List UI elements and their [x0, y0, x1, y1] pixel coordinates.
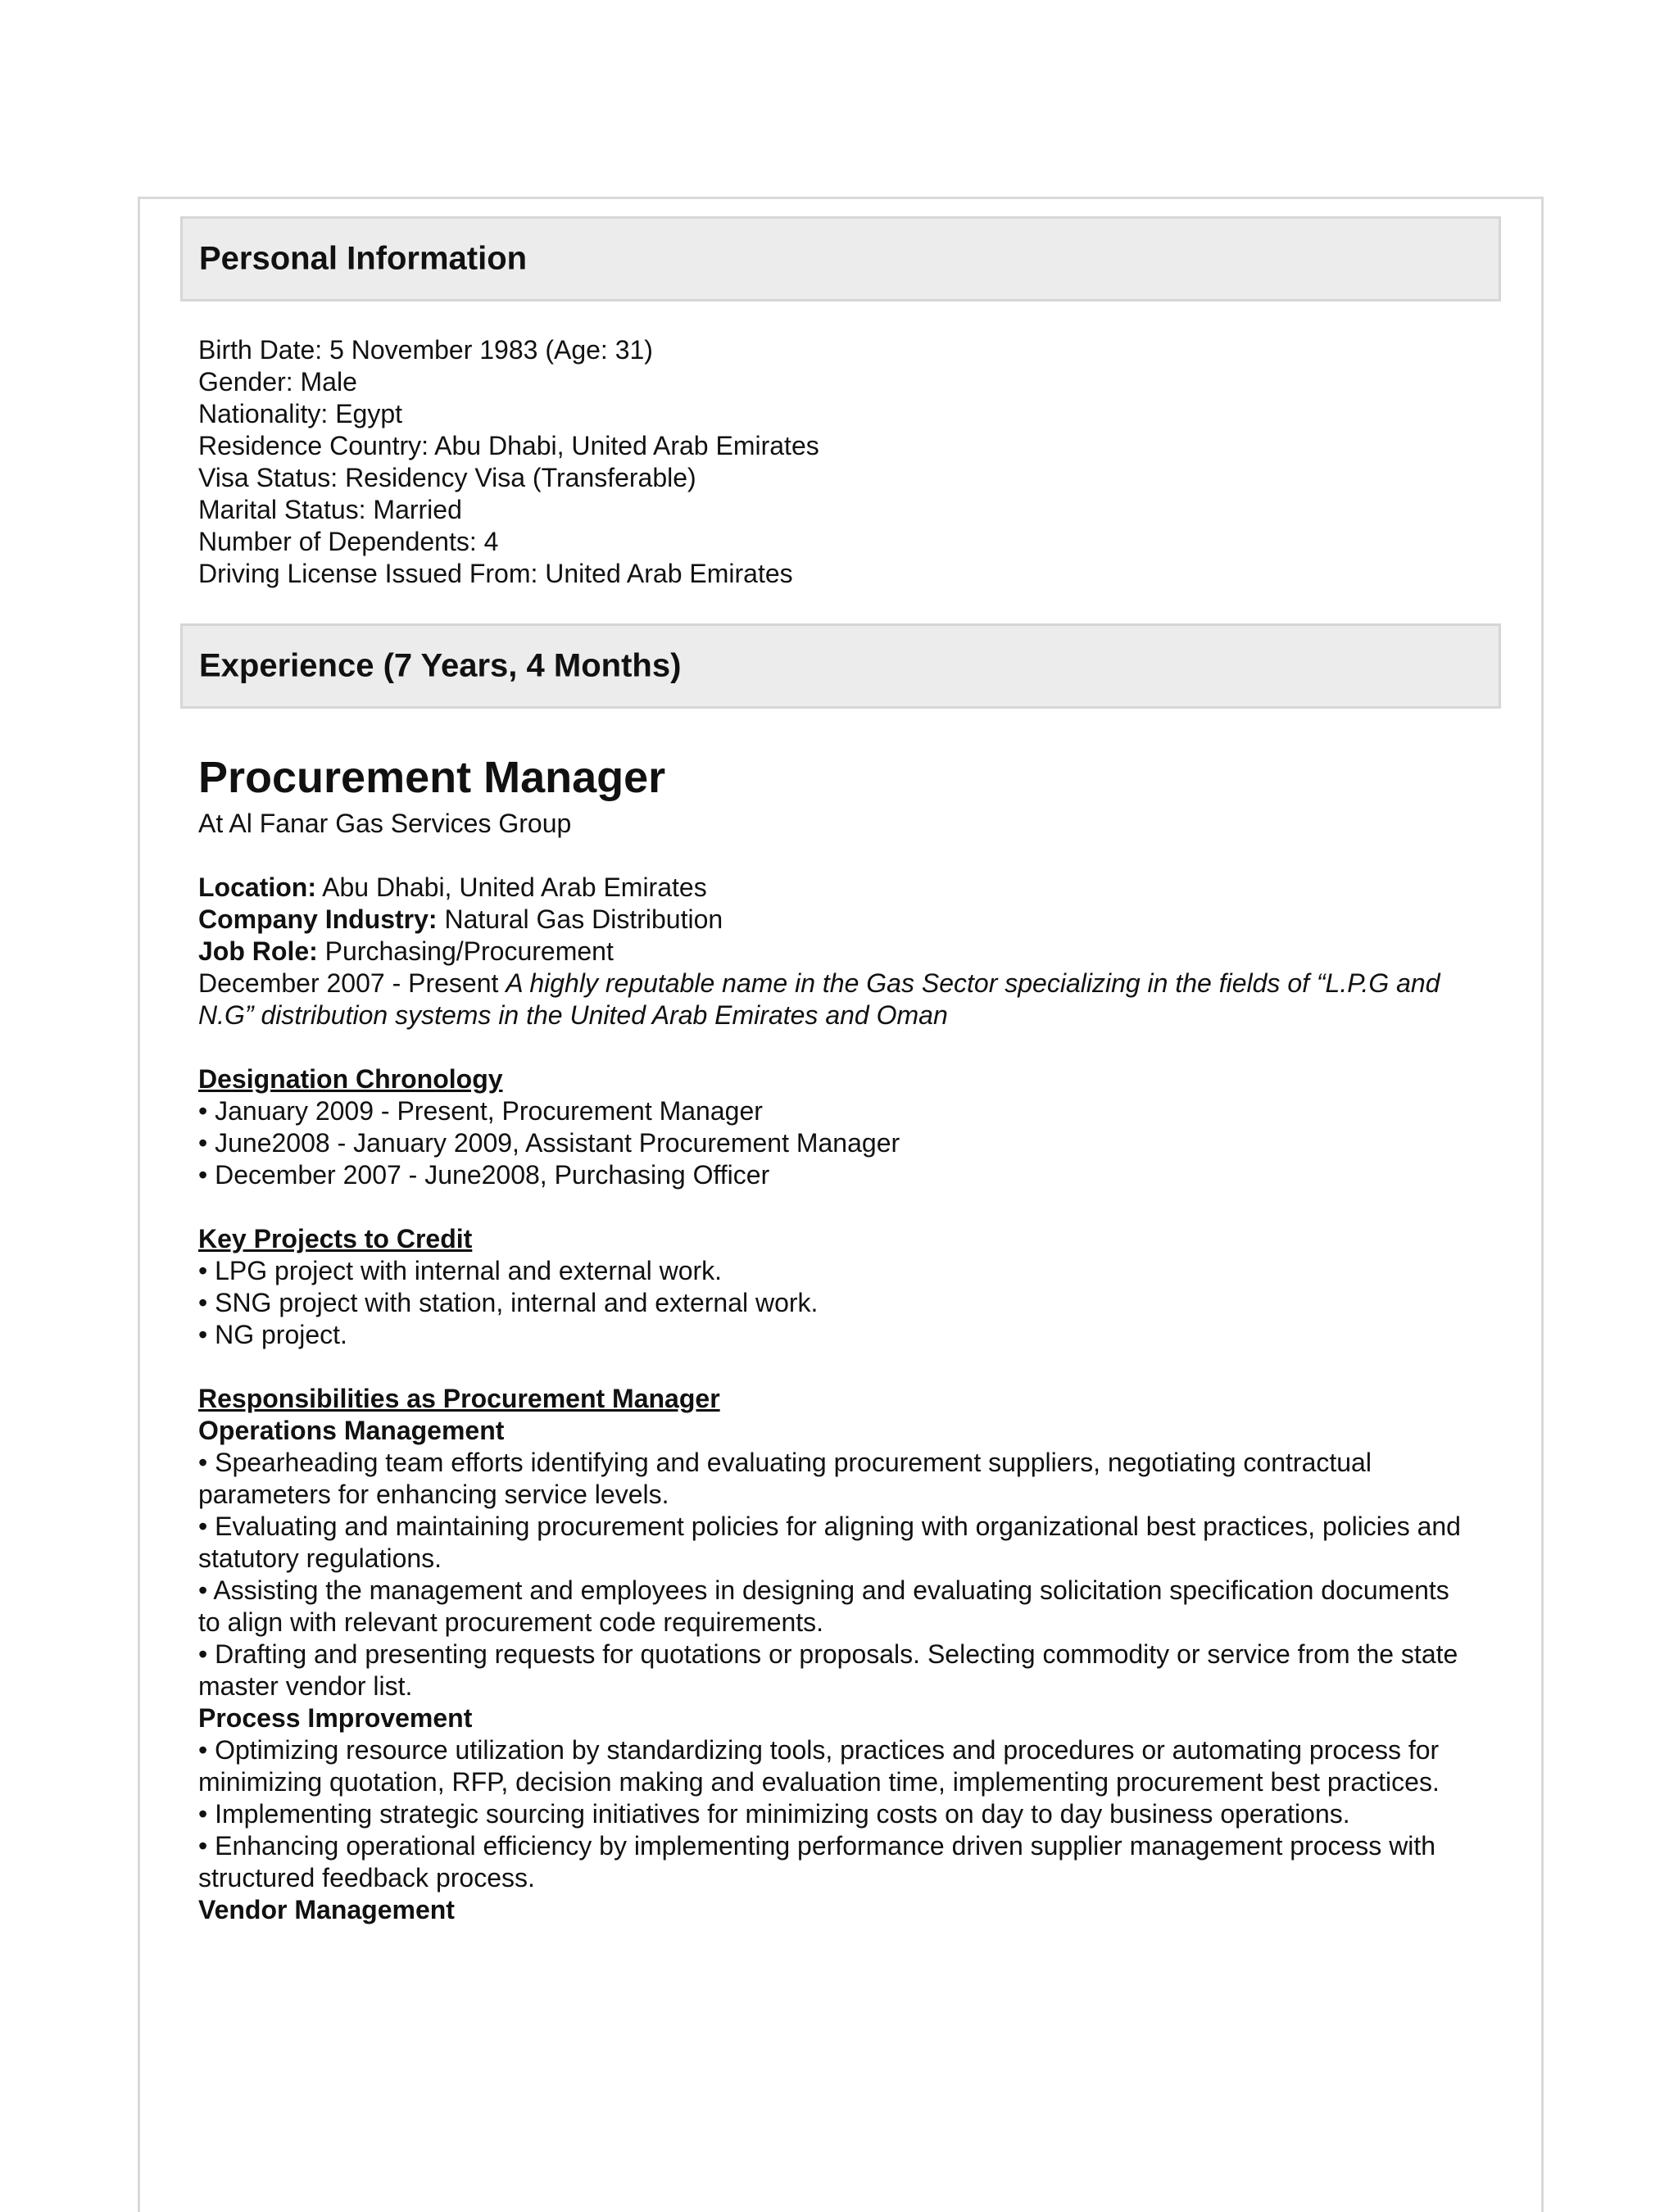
process-improvement-heading: Process Improvement: [198, 1703, 473, 1733]
visa-status: Visa Status: Residency Visa (Transferable): [198, 463, 696, 492]
chronology-item: • December 2007 - June2008, Purchasing Officer: [198, 1160, 770, 1190]
job-role-label: Job Role:: [198, 936, 318, 966]
experience-header: [180, 623, 1501, 709]
spacer: [198, 1031, 1476, 1063]
job-role-value: Purchasing/Procurement: [317, 936, 614, 966]
chronology-item: • January 2009 - Present, Procurement Manager: [198, 1096, 763, 1126]
company-description: A highly reputable name in the Gas Sector specializing in the fields of “L.P.G and N.G” distribution systems in the United Arab Emirates and Oman: [198, 968, 1440, 1030]
driving-license: Driving License Issued From: United Arab Emirates: [198, 559, 793, 588]
company-industry-value: Natural Gas Distribution: [437, 904, 723, 934]
job-title: Procurement Manager: [198, 753, 666, 802]
designation-chronology-heading: Designation Chronology: [198, 1064, 503, 1094]
birth-date: Birth Date: 5 November 1983 (Age: 31): [198, 335, 653, 365]
company-industry-label: Company Industry:: [198, 904, 438, 934]
responsibilities-heading: Responsibilities as Procurement Manager: [198, 1384, 720, 1413]
personal-information-title: Personal Information: [199, 240, 528, 277]
process-item: • Enhancing operational efficiency by implementing performance driven supplier management process with structured feedback process.: [198, 1831, 1436, 1892]
spacer: [198, 1351, 1476, 1383]
operations-item: • Drafting and presenting requests for quotations or proposals. Selecting commodity or service from the state master vendor list.: [198, 1639, 1458, 1701]
project-item: • LPG project with internal and external work.: [198, 1256, 723, 1285]
personal-details: [198, 334, 1476, 590]
company-name: At Al Fanar Gas Services Group: [198, 809, 572, 838]
operations-item: • Evaluating and maintaining procurement policies for aligning with organizational best practices, policies and statutory regulations.: [198, 1512, 1461, 1573]
number-of-dependents: Number of Dependents: 4: [198, 527, 499, 556]
company-industry: [198, 904, 1476, 936]
experience-title: Experience (7 Years, 4 Months): [199, 647, 682, 684]
process-item: • Implementing strategic sourcing initiatives for minimizing costs on day to day business operations.: [198, 1799, 1350, 1829]
nationality: Nationality: Egypt: [198, 399, 403, 428]
residence-country: Residence Country: Abu Dhabi, United Arab Emirates: [198, 431, 819, 460]
spacer: [198, 1191, 1476, 1223]
experience-details: [198, 808, 1476, 1926]
location-value: Abu Dhabi, United Arab Emirates: [315, 873, 707, 902]
operations-management-heading: Operations Management: [198, 1416, 505, 1445]
project-item: • SNG project with station, internal and external work.: [198, 1288, 819, 1317]
key-projects-heading: Key Projects to Credit: [198, 1224, 473, 1253]
job-role: [198, 936, 1476, 968]
marital-status: Marital Status: Married: [198, 495, 462, 524]
operations-item: • Spearheading team efforts identifying and evaluating procurement suppliers, negotiating contractual parameters for enhancing service levels.: [198, 1448, 1372, 1509]
location-label: Location:: [198, 873, 316, 902]
employment-period: December 2007 - Present: [198, 968, 506, 998]
location: [198, 872, 1476, 904]
project-item: • NG project.: [198, 1320, 347, 1349]
vendor-management-heading: Vendor Management: [198, 1895, 455, 1924]
process-item: • Optimizing resource utilization by standardizing tools, practices and procedures or automating process for minimizing quotation, RFP, decision making and evaluation time, implementing procurement best practices.: [198, 1735, 1440, 1797]
spacer: [198, 840, 1476, 872]
chronology-item: • June2008 - January 2009, Assistant Procurement Manager: [198, 1128, 900, 1158]
personal-information-header: [180, 216, 1501, 301]
operations-item: • Assisting the management and employees in designing and evaluating solicitation specification documents to align with relevant procurement code requirements.: [198, 1575, 1449, 1637]
gender: Gender: Male: [198, 367, 357, 397]
period-and-description: [198, 968, 1476, 1031]
